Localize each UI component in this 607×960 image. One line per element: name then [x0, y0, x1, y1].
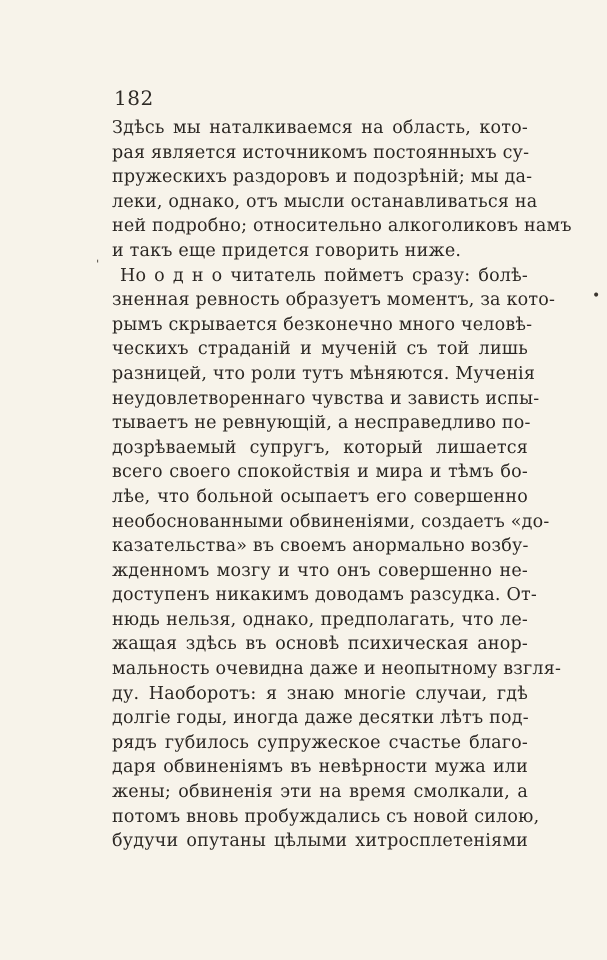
- text-line: долгіе годы, иногда даже десятки лѣтъ под-: [112, 708, 529, 729]
- text-line: леки, однако, отъ мысли останавливаться на: [112, 191, 538, 212]
- page-number: 182: [114, 86, 154, 110]
- text-line: даря обвиненіямъ въ невѣрности мужа или: [112, 757, 528, 778]
- text-line: доступенъ никакимъ доводамъ разсудка. От-: [112, 585, 537, 606]
- text-line: Но о д н о читатель пойметъ сразу: болѣ-: [120, 265, 528, 286]
- text-line: казательства» въ своемъ анормально возбу-: [112, 536, 529, 557]
- body-text: [112, 116, 572, 854]
- text-line: ду. Наоборотъ: я знаю многіе случаи, гдѣ: [112, 683, 528, 704]
- text-line: будучи опутаны цѣлыми хитросплетеніями: [112, 831, 528, 852]
- text-line: рая является источникомъ постоянныхъ су-: [112, 142, 530, 163]
- text-line: ческихъ страданій и мученій съ той лишь: [112, 339, 528, 360]
- margin-tick-mark: ˈ: [96, 258, 100, 272]
- text-line: рымъ скрывается безконечно много человѣ-: [112, 314, 533, 335]
- text-line: жены; обвиненія эти на время смолкали, а: [112, 782, 528, 803]
- text-line: неудовлетвореннаго чувства и зависть испы-: [112, 388, 540, 409]
- text-line: зненная ревность образуетъ моментъ, за кото-: [112, 290, 556, 311]
- text-line: рядъ губилось супружеское счастье благо-: [112, 732, 528, 753]
- text-line: всего своего спокойствія и мира и тѣмъ бо-: [112, 462, 528, 483]
- text-line: разницей, что роли тутъ мѣняются. Мученія: [112, 363, 536, 384]
- margin-ink-mark: •: [592, 288, 601, 304]
- text-line: Здѣсь мы наталкиваемся на область, кото-: [112, 118, 528, 138]
- text-line: жащая здѣсь въ основѣ психическая анор-: [112, 634, 528, 655]
- text-line: дозрѣваемый супругъ, который лишается: [112, 437, 528, 458]
- text-line: тываетъ не ревнующій, а несправедливо по-: [112, 413, 531, 434]
- text-line: ней подробно; относительно алкоголиковъ намъ: [112, 216, 572, 237]
- text-line: нюдь нельзя, однако, предполагать, что ле-: [112, 609, 528, 630]
- text-line: и такъ еще придется говорить ниже.: [112, 240, 462, 261]
- text-line: потомъ вновь пробуждались съ новой силою,: [112, 806, 540, 827]
- text-line: лѣе, что больной осыпаетъ его совершенно: [112, 486, 528, 507]
- text-line: необоснованными обвиненіями, создаетъ «до-: [112, 511, 550, 532]
- text-line: мальность очевидна даже и неопытному взгля-: [112, 659, 562, 680]
- text-line: жденномъ мозгу и что онъ совершенно не-: [112, 560, 528, 581]
- text-line: пружескихъ раздоровъ и подозрѣній; мы да-: [112, 167, 533, 188]
